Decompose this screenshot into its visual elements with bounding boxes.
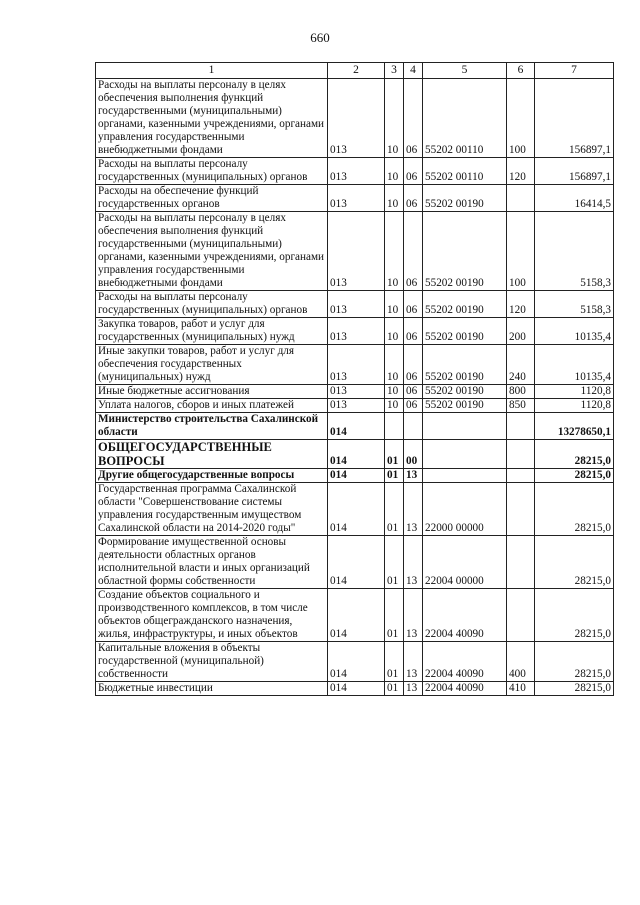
- table-row: [96, 413, 614, 440]
- row-name: Бюджетные инвестиции: [96, 682, 328, 696]
- section-code: 10: [385, 158, 404, 185]
- grbs-code: 014: [328, 589, 385, 642]
- grbs-code: 014: [328, 469, 385, 483]
- subsection-code: 06: [404, 291, 423, 318]
- subsection-code: 13: [404, 536, 423, 589]
- amount: 28215,0: [535, 589, 614, 642]
- grbs-code: 014: [328, 682, 385, 696]
- table-row: [96, 589, 614, 642]
- row-name: Расходы на выплаты персоналу в целях обеспечения выполнения функций государственными (муниципальными) органами, казенными учреждениями, органами управления государственными внебюджетными фондами: [96, 79, 328, 158]
- grbs-code: 014: [328, 536, 385, 589]
- expense-type-code: 200: [507, 318, 535, 345]
- budget-table: [95, 62, 614, 696]
- expense-type-code: 410: [507, 682, 535, 696]
- expense-type-code: 850: [507, 399, 535, 413]
- target-article-code: 22000 00000: [423, 483, 507, 536]
- amount: 28215,0: [535, 642, 614, 682]
- section-code: 10: [385, 318, 404, 345]
- amount: 156897,1: [535, 79, 614, 158]
- row-name: Министерство строительства Сахалинской области: [96, 413, 328, 440]
- amount: 1120,8: [535, 399, 614, 413]
- header-row: [96, 63, 614, 79]
- section-code: 10: [385, 212, 404, 291]
- target-article-code: 55202 00110: [423, 79, 507, 158]
- expense-type-code: 100: [507, 79, 535, 158]
- expense-type-code: 400: [507, 642, 535, 682]
- target-article-code: 55202 00190: [423, 399, 507, 413]
- target-article-code: 22004 00000: [423, 536, 507, 589]
- row-name: Иные бюджетные ассигнования: [96, 385, 328, 399]
- column-header: 5: [423, 63, 507, 79]
- subsection-code: 13: [404, 682, 423, 696]
- subsection-code: [404, 413, 423, 440]
- subsection-code: 06: [404, 385, 423, 399]
- expense-type-code: 120: [507, 158, 535, 185]
- expense-type-code: [507, 440, 535, 469]
- row-name: Другие общегосударственные вопросы: [96, 469, 328, 483]
- column-header: 4: [404, 63, 423, 79]
- section-code: 01: [385, 536, 404, 589]
- grbs-code: 013: [328, 291, 385, 318]
- table-row: [96, 642, 614, 682]
- section-code: 01: [385, 642, 404, 682]
- amount: 10135,4: [535, 318, 614, 345]
- subsection-code: 06: [404, 318, 423, 345]
- table-body: [96, 79, 614, 696]
- table-row: [96, 291, 614, 318]
- row-name: Расходы на выплаты персоналу в целях обеспечения выполнения функций государственными (муниципальными) органами, казенными учреждениями, органами управления государственными внебюджетными фондами: [96, 212, 328, 291]
- row-name: Капитальные вложения в объекты государственной (муниципальной) собственности: [96, 642, 328, 682]
- row-name: Государственная программа Сахалинской области "Совершенствование системы управления государственным имуществом Сахалинской области на 2014-2020 годы": [96, 483, 328, 536]
- subsection-code: 06: [404, 158, 423, 185]
- subsection-code: 00: [404, 440, 423, 469]
- row-name: Расходы на обеспечение функций государственных органов: [96, 185, 328, 212]
- table-row: [96, 185, 614, 212]
- expense-type-code: [507, 483, 535, 536]
- amount: 16414,5: [535, 185, 614, 212]
- table-row: [96, 399, 614, 413]
- target-article-code: 55202 00110: [423, 158, 507, 185]
- grbs-code: 014: [328, 413, 385, 440]
- target-article-code: 55202 00190: [423, 345, 507, 385]
- subsection-code: 06: [404, 79, 423, 158]
- amount: 28215,0: [535, 682, 614, 696]
- page-number: 660: [310, 30, 330, 45]
- amount: 28215,0: [535, 483, 614, 536]
- section-code: 10: [385, 185, 404, 212]
- row-name: Создание объектов социального и производственного комплексов, в том числе объектов общегражданского назначения, жилья, инфраструктуры, и иных объектов: [96, 589, 328, 642]
- target-article-code: 55202 00190: [423, 318, 507, 345]
- grbs-code: 014: [328, 440, 385, 469]
- amount: 5158,3: [535, 291, 614, 318]
- row-name: Расходы на выплаты персоналу государственных (муниципальных) органов: [96, 158, 328, 185]
- expense-type-code: 120: [507, 291, 535, 318]
- grbs-code: 013: [328, 158, 385, 185]
- grbs-code: 013: [328, 399, 385, 413]
- subsection-code: 13: [404, 642, 423, 682]
- target-article-code: [423, 469, 507, 483]
- section-code: 01: [385, 440, 404, 469]
- table-row: [96, 536, 614, 589]
- expense-type-code: 100: [507, 212, 535, 291]
- row-name: Расходы на выплаты персоналу государственных (муниципальных) органов: [96, 291, 328, 318]
- grbs-code: 013: [328, 212, 385, 291]
- target-article-code: 22004 40090: [423, 682, 507, 696]
- section-code: 10: [385, 345, 404, 385]
- grbs-code: 013: [328, 185, 385, 212]
- section-code: 10: [385, 385, 404, 399]
- subsection-code: 06: [404, 399, 423, 413]
- amount: 1120,8: [535, 385, 614, 399]
- table-row: [96, 158, 614, 185]
- table-row: [96, 682, 614, 696]
- grbs-code: 013: [328, 79, 385, 158]
- amount: 5158,3: [535, 212, 614, 291]
- amount: 13278650,1: [535, 413, 614, 440]
- target-article-code: 55202 00190: [423, 185, 507, 212]
- expense-type-code: [507, 185, 535, 212]
- target-article-code: [423, 440, 507, 469]
- expense-type-code: 240: [507, 345, 535, 385]
- grbs-code: 013: [328, 345, 385, 385]
- target-article-code: 55202 00190: [423, 291, 507, 318]
- section-code: 01: [385, 682, 404, 696]
- section-code: 01: [385, 589, 404, 642]
- table-row: [96, 79, 614, 158]
- subsection-code: 06: [404, 185, 423, 212]
- section-code: 01: [385, 483, 404, 536]
- column-header: 2: [328, 63, 385, 79]
- subsection-code: 13: [404, 469, 423, 483]
- target-article-code: 22004 40090: [423, 589, 507, 642]
- expense-type-code: [507, 413, 535, 440]
- target-article-code: 55202 00190: [423, 212, 507, 291]
- amount: 28215,0: [535, 469, 614, 483]
- row-name: Иные закупки товаров, работ и услуг для обеспечения государственных (муниципальных) нужд: [96, 345, 328, 385]
- grbs-code: 014: [328, 642, 385, 682]
- section-code: [385, 413, 404, 440]
- table-row: [96, 469, 614, 483]
- target-article-code: 22004 40090: [423, 642, 507, 682]
- column-header: 3: [385, 63, 404, 79]
- column-header: 1: [96, 63, 328, 79]
- column-header: 7: [535, 63, 614, 79]
- grbs-code: 014: [328, 483, 385, 536]
- subsection-code: 06: [404, 345, 423, 385]
- section-code: 10: [385, 399, 404, 413]
- expense-type-code: [507, 469, 535, 483]
- table-row: [96, 345, 614, 385]
- row-name: Закупка товаров, работ и услуг для государственных (муниципальных) нужд: [96, 318, 328, 345]
- grbs-code: 013: [328, 318, 385, 345]
- amount: 28215,0: [535, 536, 614, 589]
- row-name: ОБЩЕГОСУДАРСТВЕННЫЕ ВОПРОСЫ: [96, 440, 328, 469]
- expense-type-code: 800: [507, 385, 535, 399]
- subsection-code: 06: [404, 212, 423, 291]
- table-row: [96, 440, 614, 469]
- column-header: 6: [507, 63, 535, 79]
- expense-type-code: [507, 536, 535, 589]
- row-name: Формирование имущественной основы деятельности областных органов исполнительной власти и иных организаций областной формы собственности: [96, 536, 328, 589]
- amount: 28215,0: [535, 440, 614, 469]
- target-article-code: [423, 413, 507, 440]
- table-row: [96, 212, 614, 291]
- table-row: [96, 318, 614, 345]
- row-name: Уплата налогов, сборов и иных платежей: [96, 399, 328, 413]
- table-row: [96, 385, 614, 399]
- section-code: 10: [385, 79, 404, 158]
- subsection-code: 13: [404, 483, 423, 536]
- expense-type-code: [507, 589, 535, 642]
- amount: 156897,1: [535, 158, 614, 185]
- table-row: [96, 483, 614, 536]
- section-code: 10: [385, 291, 404, 318]
- section-code: 01: [385, 469, 404, 483]
- grbs-code: 013: [328, 385, 385, 399]
- target-article-code: 55202 00190: [423, 385, 507, 399]
- amount: 10135,4: [535, 345, 614, 385]
- subsection-code: 13: [404, 589, 423, 642]
